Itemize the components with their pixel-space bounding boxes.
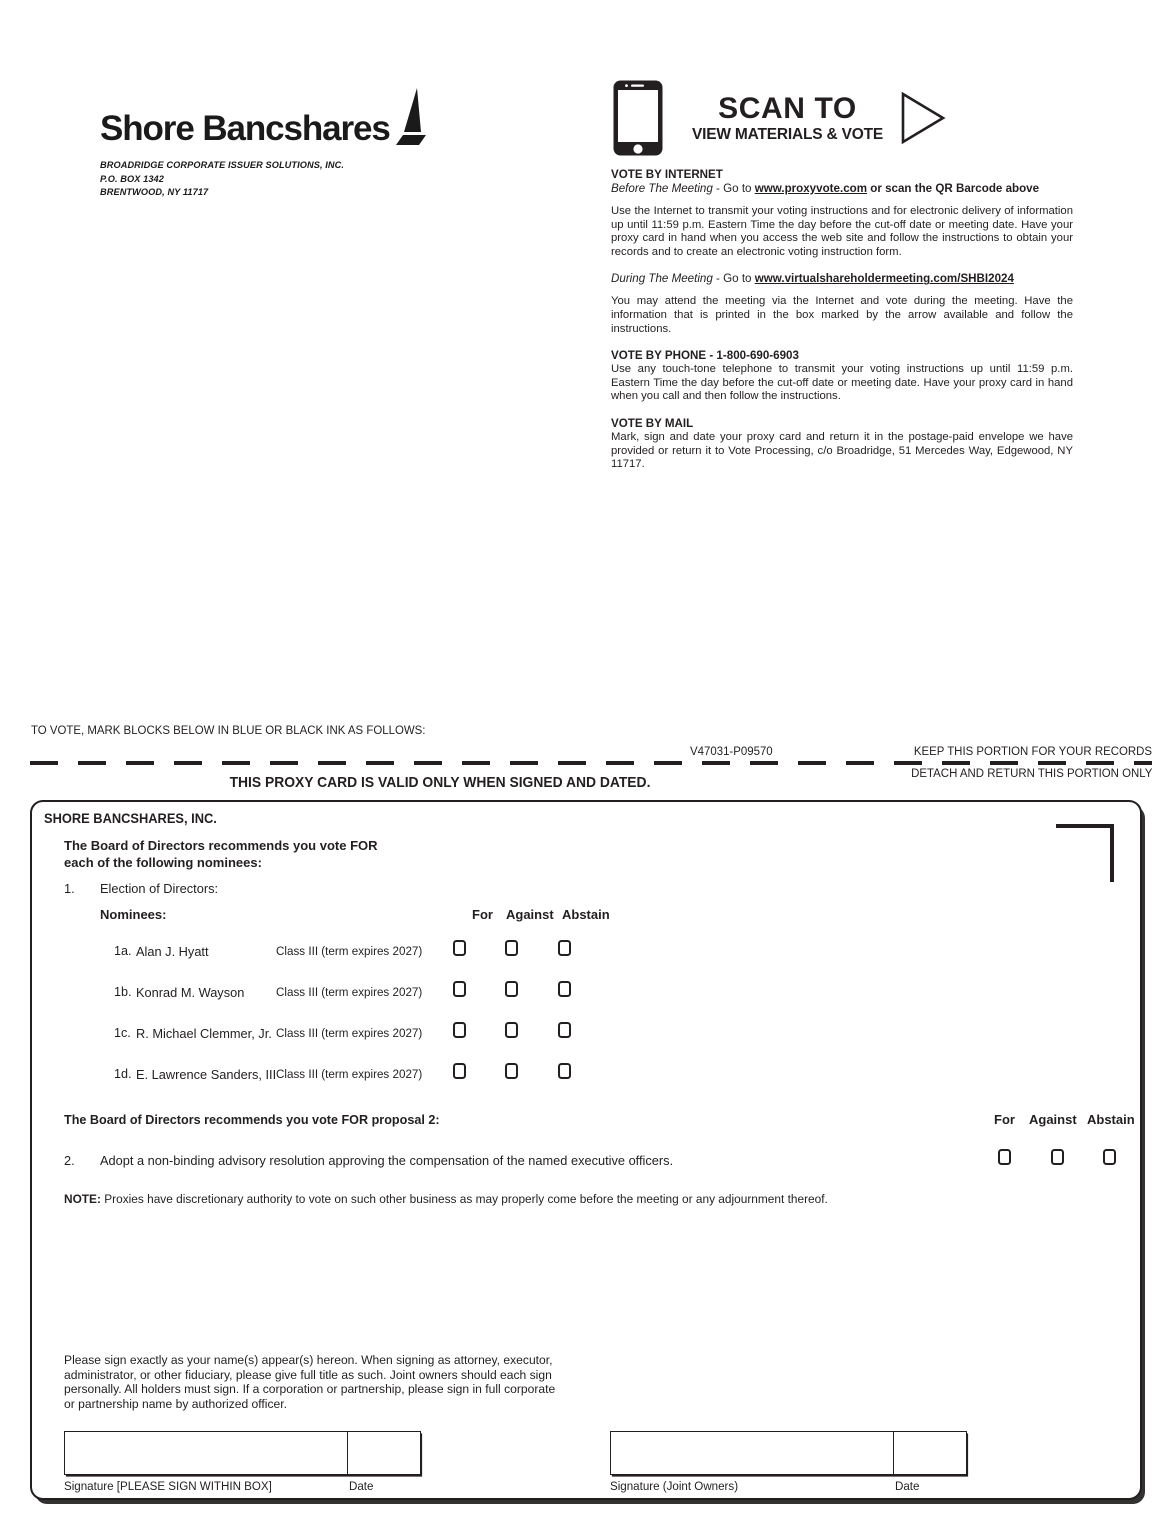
brand-logo — [100, 88, 420, 146]
nominee-name: R. Michael Clemmer, Jr. — [136, 1026, 272, 1041]
proposal-2-text: Adopt a non-binding advisory resolution approving the compensation of the named executive officers. — [100, 1153, 674, 1168]
before-meeting-tail: or scan the QR Barcode above — [867, 182, 1040, 195]
before-meeting-label: Before The Meeting — [611, 182, 713, 195]
checkbox-for[interactable] — [453, 1022, 466, 1038]
signature-label-joint: Signature (Joint Owners) — [610, 1479, 739, 1493]
checkbox-abstain[interactable] — [558, 940, 571, 956]
signature-instructions-line4: or partnership name by authorized officer. — [64, 1396, 287, 1411]
signature-field-joint[interactable] — [611, 1432, 894, 1474]
issuer-address — [100, 159, 420, 200]
date-label-joint: Date — [895, 1479, 920, 1493]
checkbox-for[interactable] — [998, 1149, 1011, 1165]
checkbox-abstain[interactable] — [1103, 1149, 1116, 1165]
checkbox-for[interactable] — [453, 940, 466, 956]
note-label: NOTE: — [64, 1192, 101, 1206]
mobile-phone-icon — [612, 79, 664, 157]
registration-corner-mark — [1056, 824, 1114, 882]
nominees-label: Nominees: — [100, 907, 167, 922]
play-triangle-icon — [899, 91, 947, 145]
note-text: Proxies have discretionary authority to vote on such other business as may properly come before the meeting or any adjournment thereof. — [100, 1192, 828, 1206]
signature-box-row-joint — [610, 1431, 967, 1475]
vote-by-internet-heading: VOTE BY INTERNET — [611, 168, 723, 181]
proxyvote-url[interactable]: www.proxyvote.com — [754, 182, 868, 195]
date-field-joint[interactable] — [894, 1432, 966, 1474]
detach-dashed-line — [30, 761, 1152, 765]
vote-by-phone-block — [611, 349, 1073, 404]
keep-portion-label: KEEP THIS PORTION FOR YOUR RECORDS — [913, 744, 1152, 758]
checkbox-abstain[interactable] — [558, 1022, 571, 1038]
issuer-address-line-3: BRENTWOOD, NY 11717 — [100, 187, 209, 197]
checkbox-against[interactable] — [505, 1063, 518, 1079]
internet-before-body: Use the Internet to transmit your voting instructions and for electronic delivery of information up until 11:59 p.m. Eastern Time the day before the cut-off date or meeting date. Have your proxy card in hand when you access the web site and follow the instructions to obtain your records and to create an electronic voting instruction form. — [611, 205, 1073, 258]
vote-by-mail-block — [611, 417, 1073, 472]
vote-by-phone-body: Use any touch-tone telephone to transmit your voting instructions up until 11:59 p.m. Eastern Time the day before the cut-off date or meeting date. Have your proxy card in hand when you call and then follow the instructions. — [611, 363, 1073, 403]
during-meeting-label: During The Meeting — [611, 272, 713, 286]
table-row — [32, 985, 1140, 1017]
signature-instructions-line3: personally. All holders must sign. If a corporation or partnership, please sign in full corporate — [64, 1382, 556, 1397]
nominee-number: 1b. — [114, 985, 132, 999]
brand-name: Shore Bancshares — [100, 109, 390, 148]
table-row — [32, 944, 1140, 976]
checkbox-abstain[interactable] — [558, 1063, 571, 1079]
nominee-number: 1c. — [114, 1026, 131, 1040]
item-1-number: 1. — [64, 881, 75, 896]
signature-block-primary — [64, 1431, 421, 1499]
scan-banner-subtitle: VIEW MATERIALS & VOTE — [692, 125, 883, 143]
column-header-against: Against — [506, 907, 554, 922]
signature-labels-joint — [610, 1479, 967, 1493]
nominee-number: 1a. — [114, 944, 132, 958]
column-header-against: Against — [1029, 1112, 1077, 1127]
table-row — [32, 1026, 1140, 1058]
mark-blocks-instruction: TO VOTE, MARK BLOCKS BELOW IN BLUE OR BLACK INK AS FOLLOWS: — [31, 723, 426, 737]
checkbox-against[interactable] — [1051, 1149, 1064, 1165]
proxy-note — [64, 1192, 828, 1206]
nominee-class: Class III (term expires 2027) — [276, 1067, 423, 1081]
signature-box-row-primary — [64, 1431, 421, 1475]
checkbox-against[interactable] — [505, 981, 518, 997]
table-row — [32, 1067, 1140, 1099]
vote-instructions — [611, 168, 1073, 472]
top-instructions-section — [0, 0, 1176, 700]
item-1-title: Election of Directors: — [100, 881, 219, 896]
before-meeting-line — [611, 182, 1073, 195]
nominee-class: Class III (term expires 2027) — [276, 1026, 423, 1040]
checkbox-against[interactable] — [505, 1022, 518, 1038]
vote-by-mail-heading: VOTE BY MAIL — [611, 416, 694, 430]
board-recommendation-proposal-2: The Board of Directors recommends you vote FOR proposal 2: — [64, 1112, 440, 1127]
vote-by-phone-heading: VOTE BY PHONE - 1-800-690-6903 — [611, 349, 799, 363]
checkbox-abstain[interactable] — [558, 981, 571, 997]
checkbox-for[interactable] — [453, 981, 466, 997]
board-recommendation-nominees-line1: The Board of Directors recommends you vote FOR — [64, 838, 378, 853]
scan-banner-text — [692, 91, 883, 143]
column-header-for: For — [472, 907, 493, 922]
board-recommendation-nominees — [64, 838, 444, 871]
vote-by-internet-block — [611, 168, 1073, 259]
proxy-card — [30, 800, 1142, 1500]
issuer-address-line-1: BROADRIDGE CORPORATE ISSUER SOLUTIONS, INC. — [100, 160, 345, 170]
vote-column-headers-nominees — [472, 907, 610, 922]
internet-during-body: You may attend the meeting via the Internet and vote during the meeting. Have the information that is printed in the box marked by the arrow available and follow the instructions. — [611, 295, 1073, 335]
issuer-logo-block — [100, 88, 420, 200]
signature-field-primary[interactable] — [65, 1432, 348, 1474]
control-number: V47031-P09570 — [690, 744, 773, 758]
nominee-name: E. Lawrence Sanders, III — [136, 1067, 277, 1082]
scan-to-vote-banner — [612, 78, 947, 158]
checkbox-for[interactable] — [453, 1063, 466, 1079]
signature-label-primary: Signature [PLEASE SIGN WITHIN BOX] — [64, 1479, 272, 1493]
before-meeting-goto: - Go to — [712, 182, 755, 195]
during-meeting-goto: - Go to — [712, 272, 755, 286]
column-header-abstain: Abstain — [1087, 1112, 1135, 1127]
virtual-meeting-url[interactable]: www.virtualshareholdermeeting.com/SHBI2024 — [754, 272, 1014, 286]
signature-instructions — [64, 1353, 597, 1411]
sail-icon — [383, 88, 427, 146]
vote-column-headers-proposal-2 — [994, 1112, 1135, 1127]
column-header-abstain: Abstain — [562, 907, 610, 922]
proposal-2-number: 2. — [64, 1153, 75, 1168]
nominee-name: Konrad M. Wayson — [136, 985, 245, 1000]
nominee-name: Alan J. Hyatt — [136, 944, 209, 959]
detach-portion-label: DETACH AND RETURN THIS PORTION ONLY — [910, 766, 1152, 780]
signature-block-joint — [610, 1431, 967, 1499]
nominee-number: 1d. — [114, 1067, 132, 1081]
during-meeting-block — [611, 272, 1073, 336]
vote-by-mail-body: Mark, sign and date your proxy card and return it in the postage-paid envelope we have provided or return it to Vote Processing, c/o Broadridge, 51 Mercedes Way, Edgewood, NY 11717. — [611, 430, 1073, 471]
board-recommendation-nominees-line2: each of the following nominees: — [64, 854, 262, 870]
date-label-primary: Date — [349, 1479, 374, 1493]
column-header-for: For — [994, 1112, 1015, 1127]
proxy-valid-notice: THIS PROXY CARD IS VALID ONLY WHEN SIGNED AND DATED. — [229, 775, 651, 791]
nominee-class: Class III (term expires 2027) — [276, 985, 423, 999]
issuer-address-line-2: P.O. BOX 1342 — [100, 173, 164, 184]
signature-labels-primary — [64, 1479, 421, 1493]
date-field-primary[interactable] — [348, 1432, 420, 1474]
signature-instructions-line1: Please sign exactly as your name(s) appear(s) hereon. When signing as attorney, executor, — [64, 1353, 553, 1367]
during-meeting-line — [611, 272, 1073, 285]
nominee-class: Class III (term expires 2027) — [276, 944, 423, 958]
scan-banner-title: SCAN TO — [718, 91, 857, 125]
checkbox-against[interactable] — [505, 940, 518, 956]
signature-instructions-line2: administrator, or other fiduciary, please give full title as such. Joint owners should each sign — [64, 1367, 552, 1382]
card-company-name: SHORE BANCSHARES, INC. — [44, 811, 217, 826]
